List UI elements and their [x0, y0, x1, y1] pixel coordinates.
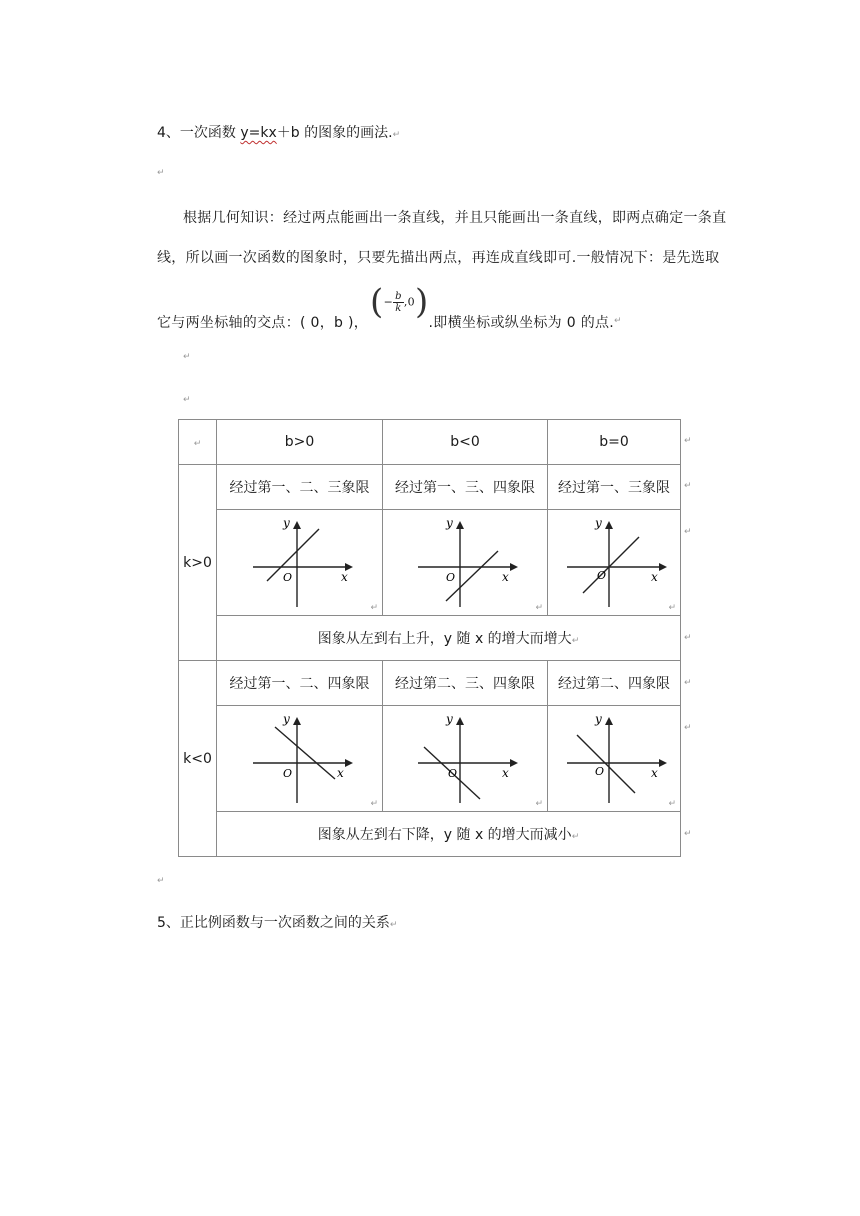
quadrant-text: 经过第二、四象限	[548, 661, 681, 706]
graph-cell: y x O ↵	[548, 510, 681, 616]
paragraph-line-1: 根据几何知识：经过两点能画出一条直线，并且只能画出一条直线，即两点确定一条直	[183, 210, 727, 226]
header-b-zero: b=0	[548, 420, 681, 465]
section-4-heading: 4、一次函数 y=kx＋b 的图象的画法.↵	[157, 125, 401, 141]
svg-text:O: O	[448, 766, 458, 780]
header-b-negative: b<0	[383, 420, 548, 465]
row-k-negative-graphs	[179, 706, 681, 812]
graph-cell: y x O ↵	[217, 510, 383, 616]
formula-text: y=kx	[240, 125, 277, 141]
paragraph-mark: ↵	[684, 436, 692, 446]
paragraph-mark: ↵	[684, 723, 692, 733]
paragraph-line-3: 它与两坐标轴的交点：( 0，b )，(− $\frac{b}{k}$ ,0).即横坐标或纵坐标为 0 的点.↵	[157, 282, 622, 331]
graph-kneg-bpos	[245, 711, 355, 807]
linear-function-table	[178, 419, 681, 857]
svg-text:x: x	[651, 569, 658, 584]
label-k-positive: k>0	[179, 465, 217, 661]
summary-increasing: 图象从左到右上升，y 随 x 的增大而增大↵	[217, 616, 681, 661]
section-5-heading: 5、正比例函数与一次函数之间的关系↵	[157, 915, 398, 931]
row-k-positive-summary	[179, 616, 681, 661]
summary-decreasing: 图象从左到右下降，y 随 x 的增大而减小↵	[217, 812, 681, 857]
svg-text:y: y	[595, 515, 602, 530]
paragraph-line-2: 线，所以画一次函数的图象时，只要先描出两点，再连成直线即可.一般情况下：是先选取	[157, 250, 720, 266]
paragraph-mark: ↵	[157, 168, 165, 178]
graph-cell: y x O ↵	[548, 706, 681, 812]
row-k-negative-quadrants	[179, 661, 681, 706]
quadrant-text: 经过第一、二、四象限	[217, 661, 383, 706]
svg-text:y: y	[446, 711, 453, 726]
row-k-negative-summary	[179, 812, 681, 857]
paragraph-mark: ↵	[183, 352, 191, 362]
graph-kpos-bzero	[559, 515, 669, 611]
paragraph-mark: ↵	[183, 395, 191, 405]
paragraph-mark: ↵	[684, 527, 692, 537]
svg-text:O: O	[282, 766, 292, 780]
paragraph-mark: ↵	[157, 876, 165, 886]
svg-text:y: y	[446, 515, 453, 530]
svg-text:O: O	[595, 764, 605, 778]
graph-cell: y x O ↵	[383, 510, 548, 616]
label-k-negative: k<0	[179, 661, 217, 857]
quadrant-text: 经过第一、三象限	[548, 465, 681, 510]
svg-text:O: O	[282, 570, 292, 584]
fraction: $\frac{b}{k}$	[395, 290, 402, 314]
graph-kneg-bzero	[559, 711, 669, 807]
svg-text:x: x	[336, 765, 344, 780]
quadrant-text: 经过第一、二、三象限	[217, 465, 383, 510]
header-row	[179, 420, 681, 465]
paragraph-mark: ↵	[684, 829, 692, 839]
paragraph-mark: ↵	[684, 481, 692, 491]
paragraph-mark: ↵	[684, 633, 692, 643]
svg-text:y: y	[282, 515, 290, 530]
svg-text:x: x	[502, 569, 509, 584]
paragraph-mark: ↵	[684, 678, 692, 688]
corner-cell: ↵	[179, 420, 217, 465]
paragraph-mark: ↵	[392, 130, 401, 140]
svg-text:x: x	[651, 765, 658, 780]
graph-cell: y x O ↵	[217, 706, 383, 812]
quadrant-text: 经过第二、三、四象限	[383, 661, 548, 706]
graph-cell: y x O ↵	[383, 706, 548, 812]
graph-kneg-bneg	[410, 711, 520, 807]
svg-text:y: y	[282, 711, 290, 726]
row-k-positive-quadrants	[179, 465, 681, 510]
svg-text:x: x	[340, 569, 348, 584]
svg-text:O: O	[597, 568, 607, 582]
row-k-positive-graphs	[179, 510, 681, 616]
svg-text:O: O	[446, 570, 456, 584]
graph-kpos-bneg	[410, 515, 520, 611]
graph-kpos-bpos	[245, 515, 355, 611]
quadrant-text: 经过第一、三、四象限	[383, 465, 548, 510]
header-b-positive: b>0	[217, 420, 383, 465]
svg-text:x: x	[502, 765, 509, 780]
point-expression: (− $\frac{b}{k}$ ,0)	[370, 282, 429, 322]
svg-text:y: y	[595, 711, 602, 726]
